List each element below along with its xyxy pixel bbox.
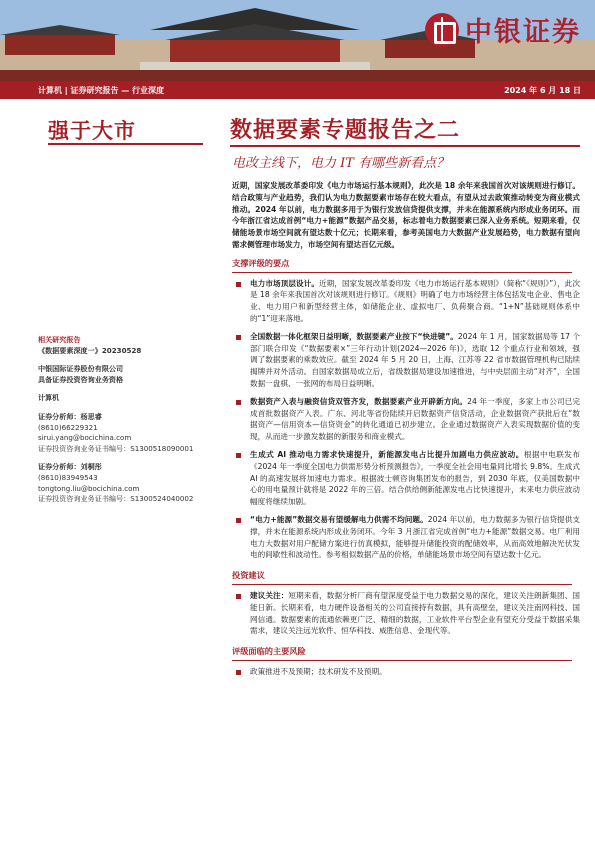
key-points-heading: 支撑评级的要点 bbox=[232, 255, 572, 273]
analyst-2-cert: 证券投资咨询业务证书编号：S1300524040002 bbox=[38, 494, 194, 504]
analyst-1-name: 证券分析师：杨思睿 bbox=[38, 411, 102, 421]
company-qualification: 具备证券投资咨询业务资格 bbox=[38, 374, 124, 384]
brand-logo bbox=[425, 10, 581, 49]
key-points-list bbox=[232, 278, 580, 562]
analyst-2-name: 证券分析师：刘桐彤 bbox=[38, 462, 102, 472]
report-subtitle: 电改主线下，电力 IT 有哪些新看点？ bbox=[232, 156, 450, 171]
summary-paragraph: 近期，国家发展改革委印发《电力市场运行基本规则》，此次是 18 余年来我国首次对该规则进行修订。结合政策与产业趋势，我们认为电力数据要素市场存在较大看点，有望从过去政策推动转变为商业模式推动。2024 年以前，电力数据多用于为银行发放信贷提供支撑，并未在能源系统内形成业务闭环。而今年浙江省达成首例“电力+能源”数据产品交易，标志着电力数据要素已深入业务系统。短期来看，仅储能场景市场空间就有望达数十亿元；长期来看，参考美国电力大数据产业发展趋势，电力数据有望向需求侧管理市场发力，市场空间有望达百亿元级。 bbox=[232, 181, 580, 249]
related-report-item: 《数据要素深度一》20230528 bbox=[38, 345, 142, 355]
analyst-2-phone: (8610)83949543 bbox=[38, 472, 98, 482]
main-content bbox=[232, 180, 580, 678]
analyst-2-email: tongtong.liu@bocichina.com bbox=[38, 483, 140, 493]
title-divider bbox=[230, 145, 580, 147]
key-point-item: 数据资产入表与融资信贷双管齐发，数据要素产业开辟新方向。24 年一季度，多家上市公司已完成首批数据资产入表。广东、河北等省份陆续开启数据资产信贷活动，企业数据资产获批后在“数据资产—信用资本—信贷资金”的转化通道已初步建立。企业通过数据资产入表实现数据价值的变现，从而进一步激发数据的新服务和商业模式。 bbox=[232, 396, 580, 443]
report-date: 2024 年 6 月 18 日 bbox=[504, 86, 581, 95]
boc-logo-icon bbox=[425, 13, 459, 47]
sidebar bbox=[38, 335, 218, 505]
header-subbar bbox=[0, 81, 595, 99]
related-reports-title: 相关研究报告 bbox=[38, 335, 81, 344]
report-category: 计算机 | 证券研究报告 — 行业深度 bbox=[38, 86, 165, 95]
report-title: 数据要素专题报告之二 bbox=[230, 117, 461, 143]
brand-name: 中银证券 bbox=[465, 17, 581, 48]
risk-heading: 评级面临的主要风险 bbox=[232, 643, 572, 661]
company-name: 中银国际证券股份有限公司 bbox=[38, 364, 124, 374]
key-point-item: 全国数据一体化框架日益明晰，数据要素产业按下“快进键”。2024 年 1 月，国家数据局等 17 个部门联合印发《“数据要素×”三年行动计划(2024—2026 年)》，选取 12 个重点行业和领域，强调了数据要素的乘数效应。截至 2024 年 5 月 20 日，上海、江苏等 22 省市数据管理机构已陆续揭牌并对外活动。自国家数据局成立后，省级数据局建设加速推进，与中央层面主动“对齐”，全国数据一盘棋、一张网的布局日益明晰。 bbox=[232, 331, 580, 390]
risk-item: 政策推进不及预期；技术研发不及预期。 bbox=[232, 666, 580, 678]
rating-block bbox=[48, 115, 203, 145]
key-point-item: 生成式 AI 推动电力需求快速提升，新能源发电占比提升加剧电力供应波动。根据中电联发布《2024 年一季度全国电力供需形势分析预测报告》，一季度全社会用电量同比增长 9.8%。生成式 AI 的高速发展将加速电力需求。根据波士顿咨询集团发布的报告，到 2030 年底，仅美国数据中心的用电量预计就将是 2022 年的三倍。结合供给侧新能源发电占比快速提升，未来电力供应波动幅度将继续加剧。 bbox=[232, 449, 580, 508]
rating-text: 强于大市 bbox=[48, 118, 136, 143]
analyst-1-email: sirui.yang@bocichina.com bbox=[38, 433, 132, 443]
analyst-1-phone: (8610)66229321 bbox=[38, 422, 98, 432]
invest-item: 建议关注：短期来看，数据分析厂商有望深度受益于电力数据交易的深化，建议关注朗新集团、国能日新。长期来看，电力硬件设备相关的公司直接持有数据，具有高壁垒，建议关注南网科技、国网信通。数据要素的流通依赖更广泛、精细的数据，工业软件平台型企业有望充分受益于数据采集需求，建议关注远光软件、恒华科技、威胜信息、金现代等。 bbox=[232, 590, 580, 637]
industry-label: 计算机 bbox=[38, 393, 60, 403]
key-point-item: “电力+能源”数据交易有望缓解电力供需不均问题。2024 年以前，电力数据多为银行信贷提供支撑，并未在能源系统内形成业务闭环。今年 3 月浙江省完成首例“电力+能源”数据交易。电厂利用电力大数据对用户配储方案进行仿真模拟，能够提升储能投资的配储效率，从而高效地解决光伏发电的间歇性和波动性。参考相似数据产品的价格，单储能场景市场空间有望达数十亿元。 bbox=[232, 514, 580, 561]
analyst-1-cert: 证券投资咨询业务证书编号：S1300518090001 bbox=[38, 443, 194, 453]
header-banner bbox=[0, 0, 595, 81]
key-point-item: 电力市场顶层设计。近期，国家发展改革委印发《电力市场运行基本规则》（简称“《规则》”），此次是 18 余年来我国首次对该规则进行修订。《规则》明确了电力市场经营主体包括发电企业、售电企业、电力用户和新型经营主体，如储能企业、虚拟电厂、负荷聚合商。“1+N”基础规则体系中的“1”迎来落地。 bbox=[232, 278, 580, 325]
invest-heading: 投资建议 bbox=[232, 567, 572, 585]
